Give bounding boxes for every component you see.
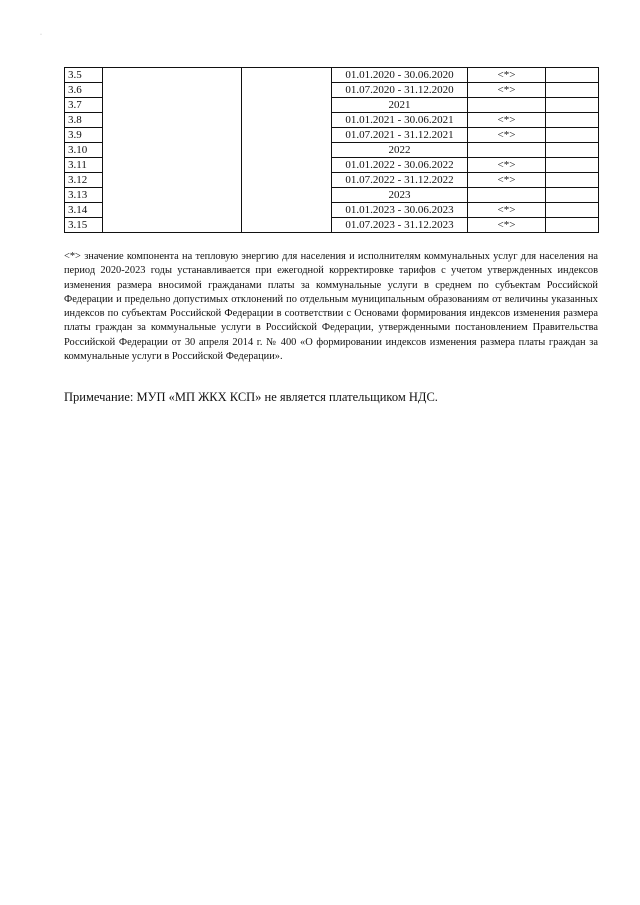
indicator-cell [103, 68, 242, 233]
table-row [65, 68, 599, 83]
row-number-cell: 3.14 [65, 203, 103, 218]
extra-value-cell [546, 203, 599, 218]
extra-value-cell [546, 113, 599, 128]
period-cell: 01.07.2023 - 31.12.2023 [332, 218, 468, 233]
vat-note: Примечание: МУП «МП ЖКХ КСП» не является плательщиком НДС. [64, 390, 438, 404]
row-number-cell: 3.11 [65, 158, 103, 173]
value-cell: <*> [468, 113, 546, 128]
period-cell: 01.07.2022 - 31.12.2022 [332, 173, 468, 188]
extra-value-cell [546, 68, 599, 83]
extra-value-cell [546, 143, 599, 158]
extra-value-cell [546, 158, 599, 173]
value-cell [468, 98, 546, 113]
row-number-cell: 3.15 [65, 218, 103, 233]
period-cell: 01.07.2020 - 31.12.2020 [332, 83, 468, 98]
tariff-table [64, 67, 599, 233]
row-number-cell: 3.10 [65, 143, 103, 158]
extra-value-cell [546, 83, 599, 98]
value-cell: <*> [468, 68, 546, 83]
row-number-cell: 3.6 [65, 83, 103, 98]
year-cell: 2023 [332, 188, 468, 203]
period-cell: 01.01.2022 - 30.06.2022 [332, 158, 468, 173]
value-cell: <*> [468, 203, 546, 218]
value-cell: <*> [468, 158, 546, 173]
row-number-cell: 3.12 [65, 173, 103, 188]
period-cell: 01.07.2021 - 31.12.2021 [332, 128, 468, 143]
value-cell [468, 143, 546, 158]
year-cell: 2021 [332, 98, 468, 113]
scan-corner-mark: · [40, 32, 42, 38]
value-cell: <*> [468, 173, 546, 188]
row-number-cell: 3.9 [65, 128, 103, 143]
extra-value-cell [546, 128, 599, 143]
extra-value-cell [546, 98, 599, 113]
group-cell [242, 68, 332, 233]
tariff-table-body [65, 68, 599, 233]
footnote: <*> значение компонента на тепловую энергию для населения и исполнителям коммунальных услуг для населения на период 2020-2023 годы устанавливается при ежегодной корректировке тарифов с учетом утвержденных индексов изменения размера вносимой гражданами платы за коммунальные услуги в среднем по субъектам Российской Федерации и предельно допустимых отклонений по отдельным муниципальным образованиям от величины указанных индексов по субъектам Российской Федерации в соответствии с Основами формирования индексов изменения размера платы граждан за коммунальные услуги в Российской Федерации, утвержденными постановлением Правительства Российской Федерации от 30 апреля 2014 г. № 400 «О формировании индексов изменения размера платы граждан за коммунальные услуги в Российской Федерации». [64, 251, 598, 363]
row-number-cell: 3.5 [65, 68, 103, 83]
period-cell: 01.01.2021 - 30.06.2021 [332, 113, 468, 128]
period-cell: 01.01.2020 - 30.06.2020 [332, 68, 468, 83]
row-number-cell: 3.8 [65, 113, 103, 128]
value-cell: <*> [468, 128, 546, 143]
value-cell [468, 188, 546, 203]
year-cell: 2022 [332, 143, 468, 158]
extra-value-cell [546, 188, 599, 203]
value-cell: <*> [468, 83, 546, 98]
extra-value-cell [546, 173, 599, 188]
value-cell: <*> [468, 218, 546, 233]
row-number-cell: 3.13 [65, 188, 103, 203]
row-number-cell: 3.7 [65, 98, 103, 113]
period-cell: 01.01.2023 - 30.06.2023 [332, 203, 468, 218]
extra-value-cell [546, 218, 599, 233]
